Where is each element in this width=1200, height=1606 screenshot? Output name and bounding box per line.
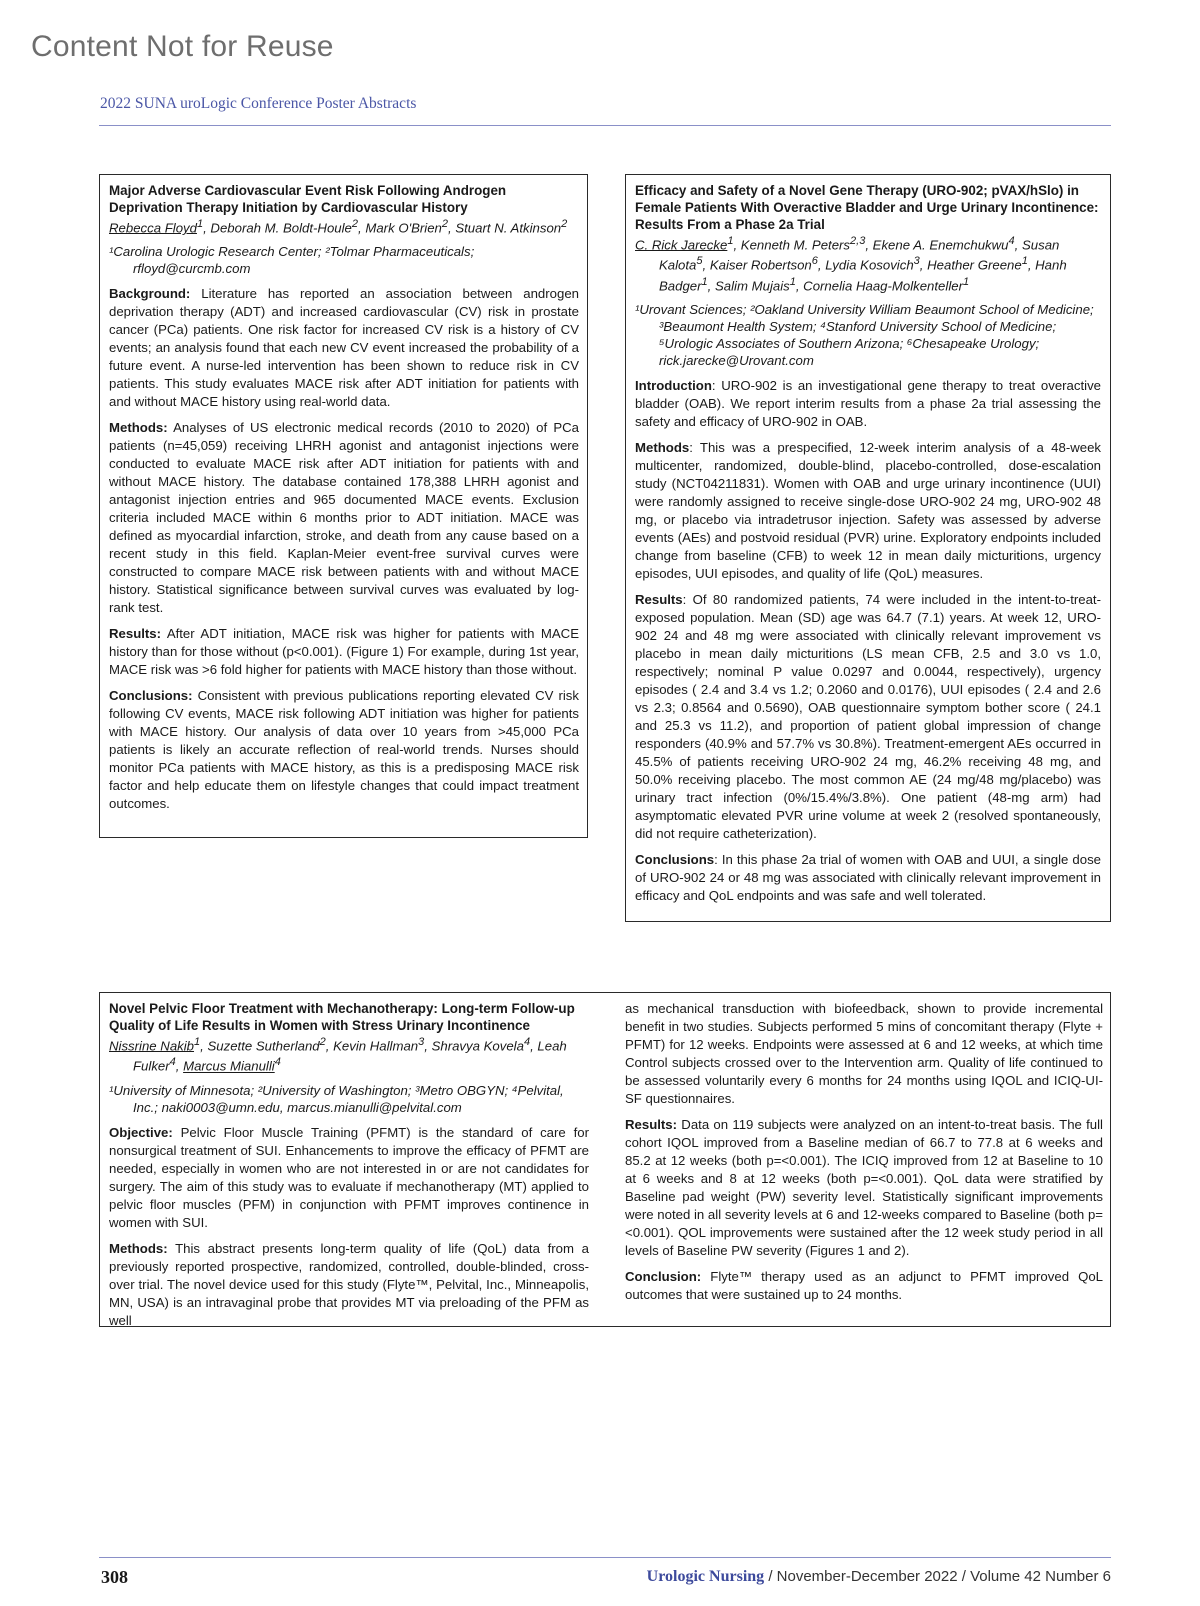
- author: , Suzette Sutherland: [200, 1038, 320, 1054]
- author-sup: 4: [1008, 235, 1015, 247]
- section-methods: [109, 419, 579, 617]
- author: , Susan Kalota: [659, 237, 1060, 273]
- author: , Leah Fulker: [133, 1038, 567, 1074]
- author: , Ekene A. Enemchukwu: [865, 237, 1009, 253]
- section-conclusions: [109, 687, 579, 813]
- section-text: Analyses of US electronic medical records (2010 to 2020) of PCa patients (n=45,059) receiving LHRH agonist and antagonist injections were conducted to evaluate MACE risk after ADT initiation for patients with and without MACE history. The database contained 178,388 LHRH agonist and antagonist injection entries and 965 documented MACE events. Exclusion criteria included MACE within 6 months prior to ADT initiation. MACE was defined as myocardial infarction, stroke, and death from any cause based on a recent study in this field. Kaplan-Meier event-free survival curves were constructed to compare MACE risk between patients with and without MACE history. Statistical significance between survival curves was evaluated by log-rank test.: [109, 420, 579, 616]
- author: , Salim Mujais: [707, 278, 790, 294]
- abstract-box-3: [99, 992, 1111, 1327]
- author-sup: 3: [418, 1036, 425, 1048]
- section-text: Flyte™ therapy used as an adjunct to PFMT improved QoL outcomes that were sustained up to 24 months.: [625, 1269, 1103, 1302]
- author-sup: 5: [696, 255, 703, 268]
- watermark: Content Not for Reuse: [31, 30, 334, 63]
- author-list: [635, 233, 1101, 294]
- author: , Cornelia Haag-Molkenteller: [795, 278, 963, 294]
- journal-citation: [647, 1568, 1111, 1586]
- section-heading: Conclusion:: [625, 1269, 702, 1284]
- running-head: 2022 SUNA uroLogic Conference Poster Abstracts: [100, 95, 417, 112]
- author: , Shravya Kovela: [424, 1038, 524, 1054]
- abstract-title: Novel Pelvic Floor Treatment with Mechanotherapy: Long-term Follow-up Quality of Life Results in Women with Stress Urinary Incontinence: [109, 1001, 575, 1033]
- author: , Hanh Badger: [659, 257, 1067, 294]
- author-sup: 4: [274, 1056, 281, 1069]
- author-list: Nissrine Nakib$^1$, Suzette Sutherland$^2$, Kevin Hallman$^3$, Shravya Kovela$^4$, Leah Fulker$^4$, Marcus Mianulli$^4$: [109, 1036, 567, 1074]
- author-sup: 4: [169, 1056, 176, 1069]
- author-sup: 1: [789, 275, 796, 288]
- section-introduction: [635, 377, 1101, 431]
- section-text: : In this phase 2a trial of women with OAB and UUI, a single dose of URO-902 24 or 48 mg was associated with clinically relevant improvement in efficacy and QoL endpoints and was safe and well tolerated.: [635, 852, 1101, 904]
- section-text: Pelvic Floor Muscle Training (PFMT) is the standard of care for nonsurgical treatment of SUI. Enhancements to improve the efficacy of PFMT are needed, especially in women who are not interested in or are not candidates for surgery. The aim of this study was to evaluate if mechanotherapy (MT) applied to pelvic floor muscles (PFM) in conjunction with PFMT improves continence in women with SUI.: [109, 1124, 589, 1230]
- author-sup: 1: [727, 235, 734, 247]
- author: , Lydia Kosovich: [817, 257, 914, 273]
- section-text: Data on 119 subjects were analyzed on an intent-to-treat basis. The full cohort IQOL improved from a Baseline median of 66.7 to 77.8 at 6 weeks and 85.2 at 12 weeks (both p=<0.001). The ICIQ improved from 12 at Baseline to 10 at 6 weeks and 8 at 12 weeks (both p=<0.001). QoL data were stratified by Baseline pad weight (PW) severity level. Statistically significant improvements were noted in all severity levels at 6 and 12-weeks compared to Baseline (both p=<0.001). QOL improvements were sustained after the 12 week study period in all levels of Baseline PW severity (Figures 1 and 2).: [625, 1117, 1103, 1258]
- author-sup: 2,3: [850, 235, 866, 247]
- author-sup: 2: [351, 218, 359, 230]
- section-text: Consistent with previous publications reporting elevated CV risk following CV events, MACE risk following ADT initiation was higher for patients with MACE history. Our analysis of data over 10 years from >45,000 PCa patients is likely an accurate reflection of real-world trends. Nurses should monitor PCa patients with MACE history, as this is a predisposing MACE risk factor and help educate them on lifestyle changes that could impact treatment outcomes.: [109, 688, 579, 812]
- author: , Stuart N. Atkinson: [448, 220, 562, 236]
- section-background: [109, 285, 579, 411]
- section-heading: Background:: [109, 286, 191, 302]
- author-sup: 1: [701, 275, 708, 288]
- author-sup: 1: [196, 218, 204, 230]
- section-methods: [109, 1240, 589, 1330]
- section-text: This abstract presents long-term quality of life (QoL) data from a previously reported prospective, randomized, controlled, double-blinded, cross-over trial. The novel device used for this study (Flyte™, Pelvital, Inc., Minneapolis, MN, USA) is an intravaginal probe that provides MT via preloading of the PFM as well: [109, 1240, 589, 1328]
- author: , Deborah M. Boldt-Houle: [203, 220, 352, 236]
- methods-continued: as mechanical transduction with biofeedback, shown to provide incremental benefit in two studies. Subjects performed 5 mins of concomitant therapy (Flyte + PFMT) for 12 weeks. Endpoints were assessed at 6 and 12 weeks, at which time Control subjects crossed over to the Intervention arm. Quality of life continued to be assessed voluntarily every 6 months for 24 months using IQOL and ICIQ-UI-SF questionnaires.: [625, 1001, 1103, 1106]
- section-text: After ADT initiation, MACE risk was higher for patients with MACE history than for those without (p<0.001). (Figure 1) For example, during 1st year, MACE risk was >6 fold higher for patients with MACE history than those without.: [109, 626, 580, 678]
- section-heading: Methods: [635, 440, 690, 456]
- section-heading: Results:: [625, 1117, 678, 1132]
- author: , Kevin Hallman: [325, 1038, 419, 1054]
- author-sup: 1: [1021, 255, 1028, 268]
- section-heading: Methods:: [109, 420, 168, 436]
- author: , Mark O'Brien: [358, 220, 442, 236]
- section-results: [625, 1116, 1103, 1260]
- section-heading: Results: [635, 592, 683, 608]
- section-heading: Conclusions: [635, 852, 715, 868]
- section-heading: Introduction: [635, 378, 712, 394]
- header-rule: [99, 125, 1111, 126]
- author-list: [109, 216, 579, 236]
- presenting-author: C. Rick Jarecke: [635, 237, 728, 253]
- author-sup: 1: [962, 275, 970, 288]
- author-sup: 2: [561, 218, 568, 230]
- author-sup: 2: [319, 1036, 326, 1048]
- author-sup: 6: [811, 255, 818, 268]
- section-results: [109, 625, 579, 679]
- section-heading: Conclusions:: [109, 688, 193, 704]
- section-text: : Of 80 randomized patients, 74 were included in the intent-to-treat-exposed population. Mean (SD) age was 64.7 (7.1) years. At week 12, URO-902 24 and 48 mg were associated with clinically relevant improvement vs placebo in mean daily micturitions (LS mean CFB, 2.5 and 3.0 vs 1.0, respectively; nominal P value 0.0297 and 0.0044, respectively), urgency episodes ( 2.4 and 3.4 vs 1.2; 0.2060 and 0.0176), UUI episodes ( 2.4 and 2.6 vs 2.3; 0.8564 and 0.5690), OAB questionnaire symptom bother score ( 24.1 and 25.3 vs 11.2), and proportion of patient global impression of change responders (40.9% and 57.7% vs 30.8%). Treatment-emergent AEs occurred in 45.5% of patients receiving URO-902 24 mg, 46.2% receiving 48 mg, and 50.0% receiving placebo. The most common AE (24 mg/48 mg/placebo) was urinary tract infection (0%/15.4%/3.8%). One patient (48-mg arm) had asymptomatic elevated PVR urine volume at week 2 (resolved spontaneously, did not require catheterization).: [635, 592, 1101, 842]
- section-conclusion: [625, 1268, 1103, 1304]
- section-heading: Objective:: [109, 1124, 173, 1140]
- affiliations: ¹University of Minnesota; ²University of Washington; ³Metro OBGYN; ⁴Pelvital, Inc.; naki0003@umn.edu, marcus.mianulli@pelvital.com: [109, 1082, 564, 1115]
- footer-rule: [99, 1557, 1111, 1558]
- abstract-box-1: [99, 174, 588, 838]
- section-text: : This was a prespecified, 12-week interim analysis of a 48-week multicenter, randomized, double-blind, placebo-controlled, dose-escalation study (NCT04211831). Women with OAB and urge urinary incontinence (UUI) were randomly assigned to receive single-dose URO-902 24 mg, URO-902 48 mg, or placebo via intradetrusor injection. Safety was assessed by adverse events (AEs) and postvoid residual (PVR) urine. Exploratory endpoints included change from baseline (CFB) to week 12 in mean daily micturitions, urgency episodes, UUI episodes, and quality of life (QoL) measures.: [635, 440, 1101, 582]
- page-number: 308: [101, 1567, 128, 1587]
- abstract-box-2: [625, 174, 1111, 922]
- section-objective: [109, 1124, 589, 1232]
- author-sup: 4: [523, 1036, 531, 1048]
- presenting-author: Nissrine Nakib: [109, 1038, 195, 1054]
- section-text: Literature has reported an association between androgen deprivation therapy (ADT) and increased cardiovascular (CV) risk in prostate cancer (PCa) patients. One risk factor for increased CV risk is a history of CV events; an analysis found that each new CV event increased the probability of a future event. A nurse-led intervention has been shown to reduce risk in CV patients. This study evaluates MACE risk after ADT initiation for patients with and without MACE history using real-world data.: [109, 286, 579, 410]
- author-sup: 1: [194, 1036, 201, 1048]
- author: , Kenneth M. Peters: [733, 237, 851, 253]
- section-conclusions: [635, 851, 1101, 905]
- author: , Heather Greene: [919, 257, 1022, 273]
- abstract-title: Efficacy and Safety of a Novel Gene Therapy (URO-902; pVAX/hSlo) in Female Patients With Overactive Bladder and Urge Urinary Incontinence: Results From a Phase 2a Trial: [635, 183, 1099, 232]
- author-sup: 2: [441, 218, 449, 230]
- section-methods: [635, 439, 1101, 583]
- affiliations: ¹Carolina Urologic Research Center; ²Tolmar Pharmaceuticals; rfloyd@curcmb.com: [109, 244, 475, 277]
- author: Marcus Mianulli: [183, 1058, 275, 1074]
- section-results: [635, 591, 1101, 843]
- affiliations: ¹Urovant Sciences; ²Oakland University William Beaumont School of Medicine; ³Beaumont Health System; ⁴Stanford University School of Medicine; ⁵Urologic Associates of Southern Arizona; ⁶Chesapeake Urology; rick.jarecke@Urovant.com: [635, 302, 1094, 369]
- section-text: : URO-902 is an investigational gene therapy to treat overactive bladder (OAB). We report interim results from a phase 2a trial assessing the safety and efficacy of URO-902 in OAB.: [635, 378, 1101, 430]
- author-sup: 3: [913, 255, 920, 268]
- presenting-author: Rebecca Floyd: [109, 220, 197, 236]
- section-heading: Methods:: [109, 1240, 168, 1256]
- author: , Kaiser Robertson: [702, 257, 812, 273]
- issue-info: / November-December 2022 / Volume 42 Number 6: [764, 1568, 1111, 1585]
- journal-name: Urologic Nursing: [646, 1568, 765, 1585]
- abstract-title: Major Adverse Cardiovascular Event Risk Following Androgen Deprivation Therapy Initiation by Cardiovascular History: [109, 183, 507, 215]
- section-heading: Results:: [109, 626, 162, 642]
